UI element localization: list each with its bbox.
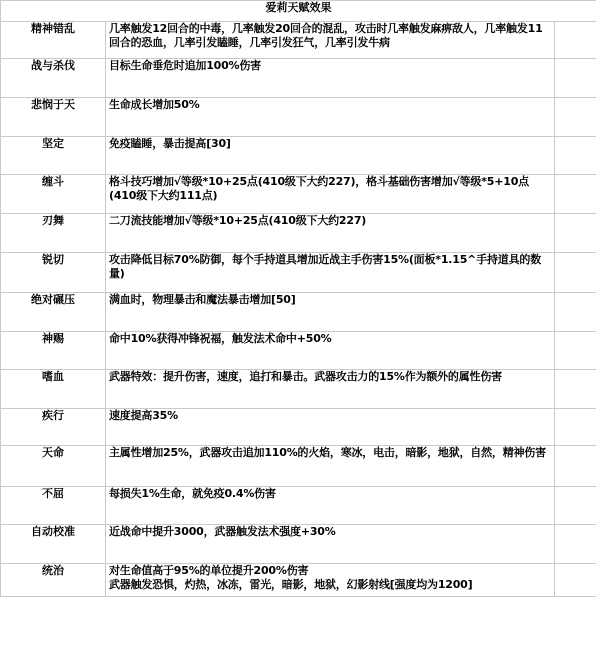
empty-cell bbox=[555, 214, 596, 253]
table-row bbox=[1, 98, 596, 137]
table-row bbox=[1, 370, 596, 409]
table-row bbox=[1, 175, 596, 214]
empty-cell bbox=[555, 487, 596, 525]
talent-name: 自动校准 bbox=[1, 525, 106, 564]
talent-description: 满血时，物理暴击和魔法暴击增加[50] bbox=[106, 293, 555, 332]
table-row bbox=[1, 332, 596, 370]
talent-description: 二刀流技能增加√等级*10+25点(410级下大约227) bbox=[106, 214, 555, 253]
table-row bbox=[1, 487, 596, 525]
talent-name: 坚定 bbox=[1, 137, 106, 175]
table-row bbox=[1, 446, 596, 487]
talent-description: 每损失1%生命，就免疫0.4%伤害 bbox=[106, 487, 555, 525]
talent-name: 天命 bbox=[1, 446, 106, 487]
talent-name: 缠斗 bbox=[1, 175, 106, 214]
talent-description: 速度提高35% bbox=[106, 409, 555, 446]
talent-name: 神赐 bbox=[1, 332, 106, 370]
empty-cell bbox=[555, 409, 596, 446]
talent-description: 目标生命垂危时追加100%伤害 bbox=[106, 59, 555, 98]
empty-cell bbox=[555, 370, 596, 409]
empty-cell bbox=[555, 253, 596, 293]
talent-name: 锐切 bbox=[1, 253, 106, 293]
talent-name: 不屈 bbox=[1, 487, 106, 525]
title-row bbox=[1, 1, 596, 22]
talent-name: 精神错乱 bbox=[1, 22, 106, 59]
empty-cell bbox=[555, 564, 596, 597]
table-row bbox=[1, 22, 596, 59]
talent-description: 武器特效：提升伤害，速度，追打和暴击。武器攻击力的15%作为额外的属性伤害 bbox=[106, 370, 555, 409]
table-row bbox=[1, 525, 596, 564]
empty-cell bbox=[555, 137, 596, 175]
empty-cell bbox=[555, 293, 596, 332]
table-row bbox=[1, 293, 596, 332]
talent-description: 生命成长增加50% bbox=[106, 98, 555, 137]
table-row bbox=[1, 564, 596, 597]
talent-description: 格斗技巧增加√等级*10+25点(410级下大约227)，格斗基础伤害增加√等级*5+10点(410级下大约111点) bbox=[106, 175, 555, 214]
talent-name: 嗜血 bbox=[1, 370, 106, 409]
talent-name: 悲悯于天 bbox=[1, 98, 106, 137]
talent-name: 绝对碾压 bbox=[1, 293, 106, 332]
empty-cell bbox=[555, 332, 596, 370]
empty-cell bbox=[555, 525, 596, 564]
talent-description: 几率触发12回合的中毒，几率触发20回合的混乱，攻击时几率触发麻痹敌人，几率触发11回合的恐血，几率引发瞌睡，几率引发狂气，几率引发牛病 bbox=[106, 22, 555, 59]
talent-name: 统治 bbox=[1, 564, 106, 597]
table-row bbox=[1, 409, 596, 446]
empty-cell bbox=[555, 59, 596, 98]
table-row bbox=[1, 214, 596, 253]
talent-name: 刃舞 bbox=[1, 214, 106, 253]
table-row bbox=[1, 253, 596, 293]
sheet-title: 爱莉天赋效果 bbox=[1, 1, 596, 22]
empty-cell bbox=[555, 22, 596, 59]
talent-name: 战与杀伐 bbox=[1, 59, 106, 98]
talent-description: 主属性增加25%，武器攻击追加110%的火焰，寒冰，电击，暗影，地狱，自然，精神伤害 bbox=[106, 446, 555, 487]
table-row bbox=[1, 59, 596, 98]
talent-description: 对生命值高于95%的单位提升200%伤害 武器触发恐惧，灼热，冰冻，雷光，暗影，地狱，幻影射线[强度均为1200] bbox=[106, 564, 555, 597]
empty-cell bbox=[555, 98, 596, 137]
talent-description: 攻击降低目标70%防御，每个手持道具增加近战主手伤害15%(面板*1.15^手持道具的数量) bbox=[106, 253, 555, 293]
talent-description: 免疫瞌睡，暴击提高[30] bbox=[106, 137, 555, 175]
talent-description: 近战命中提升3000，武器触发法术强度+30% bbox=[106, 525, 555, 564]
talent-description: 命中10%获得冲锋祝福，触发法术命中+50% bbox=[106, 332, 555, 370]
talent-name: 疾行 bbox=[1, 409, 106, 446]
table-row bbox=[1, 137, 596, 175]
empty-cell bbox=[555, 446, 596, 487]
empty-cell bbox=[555, 175, 596, 214]
